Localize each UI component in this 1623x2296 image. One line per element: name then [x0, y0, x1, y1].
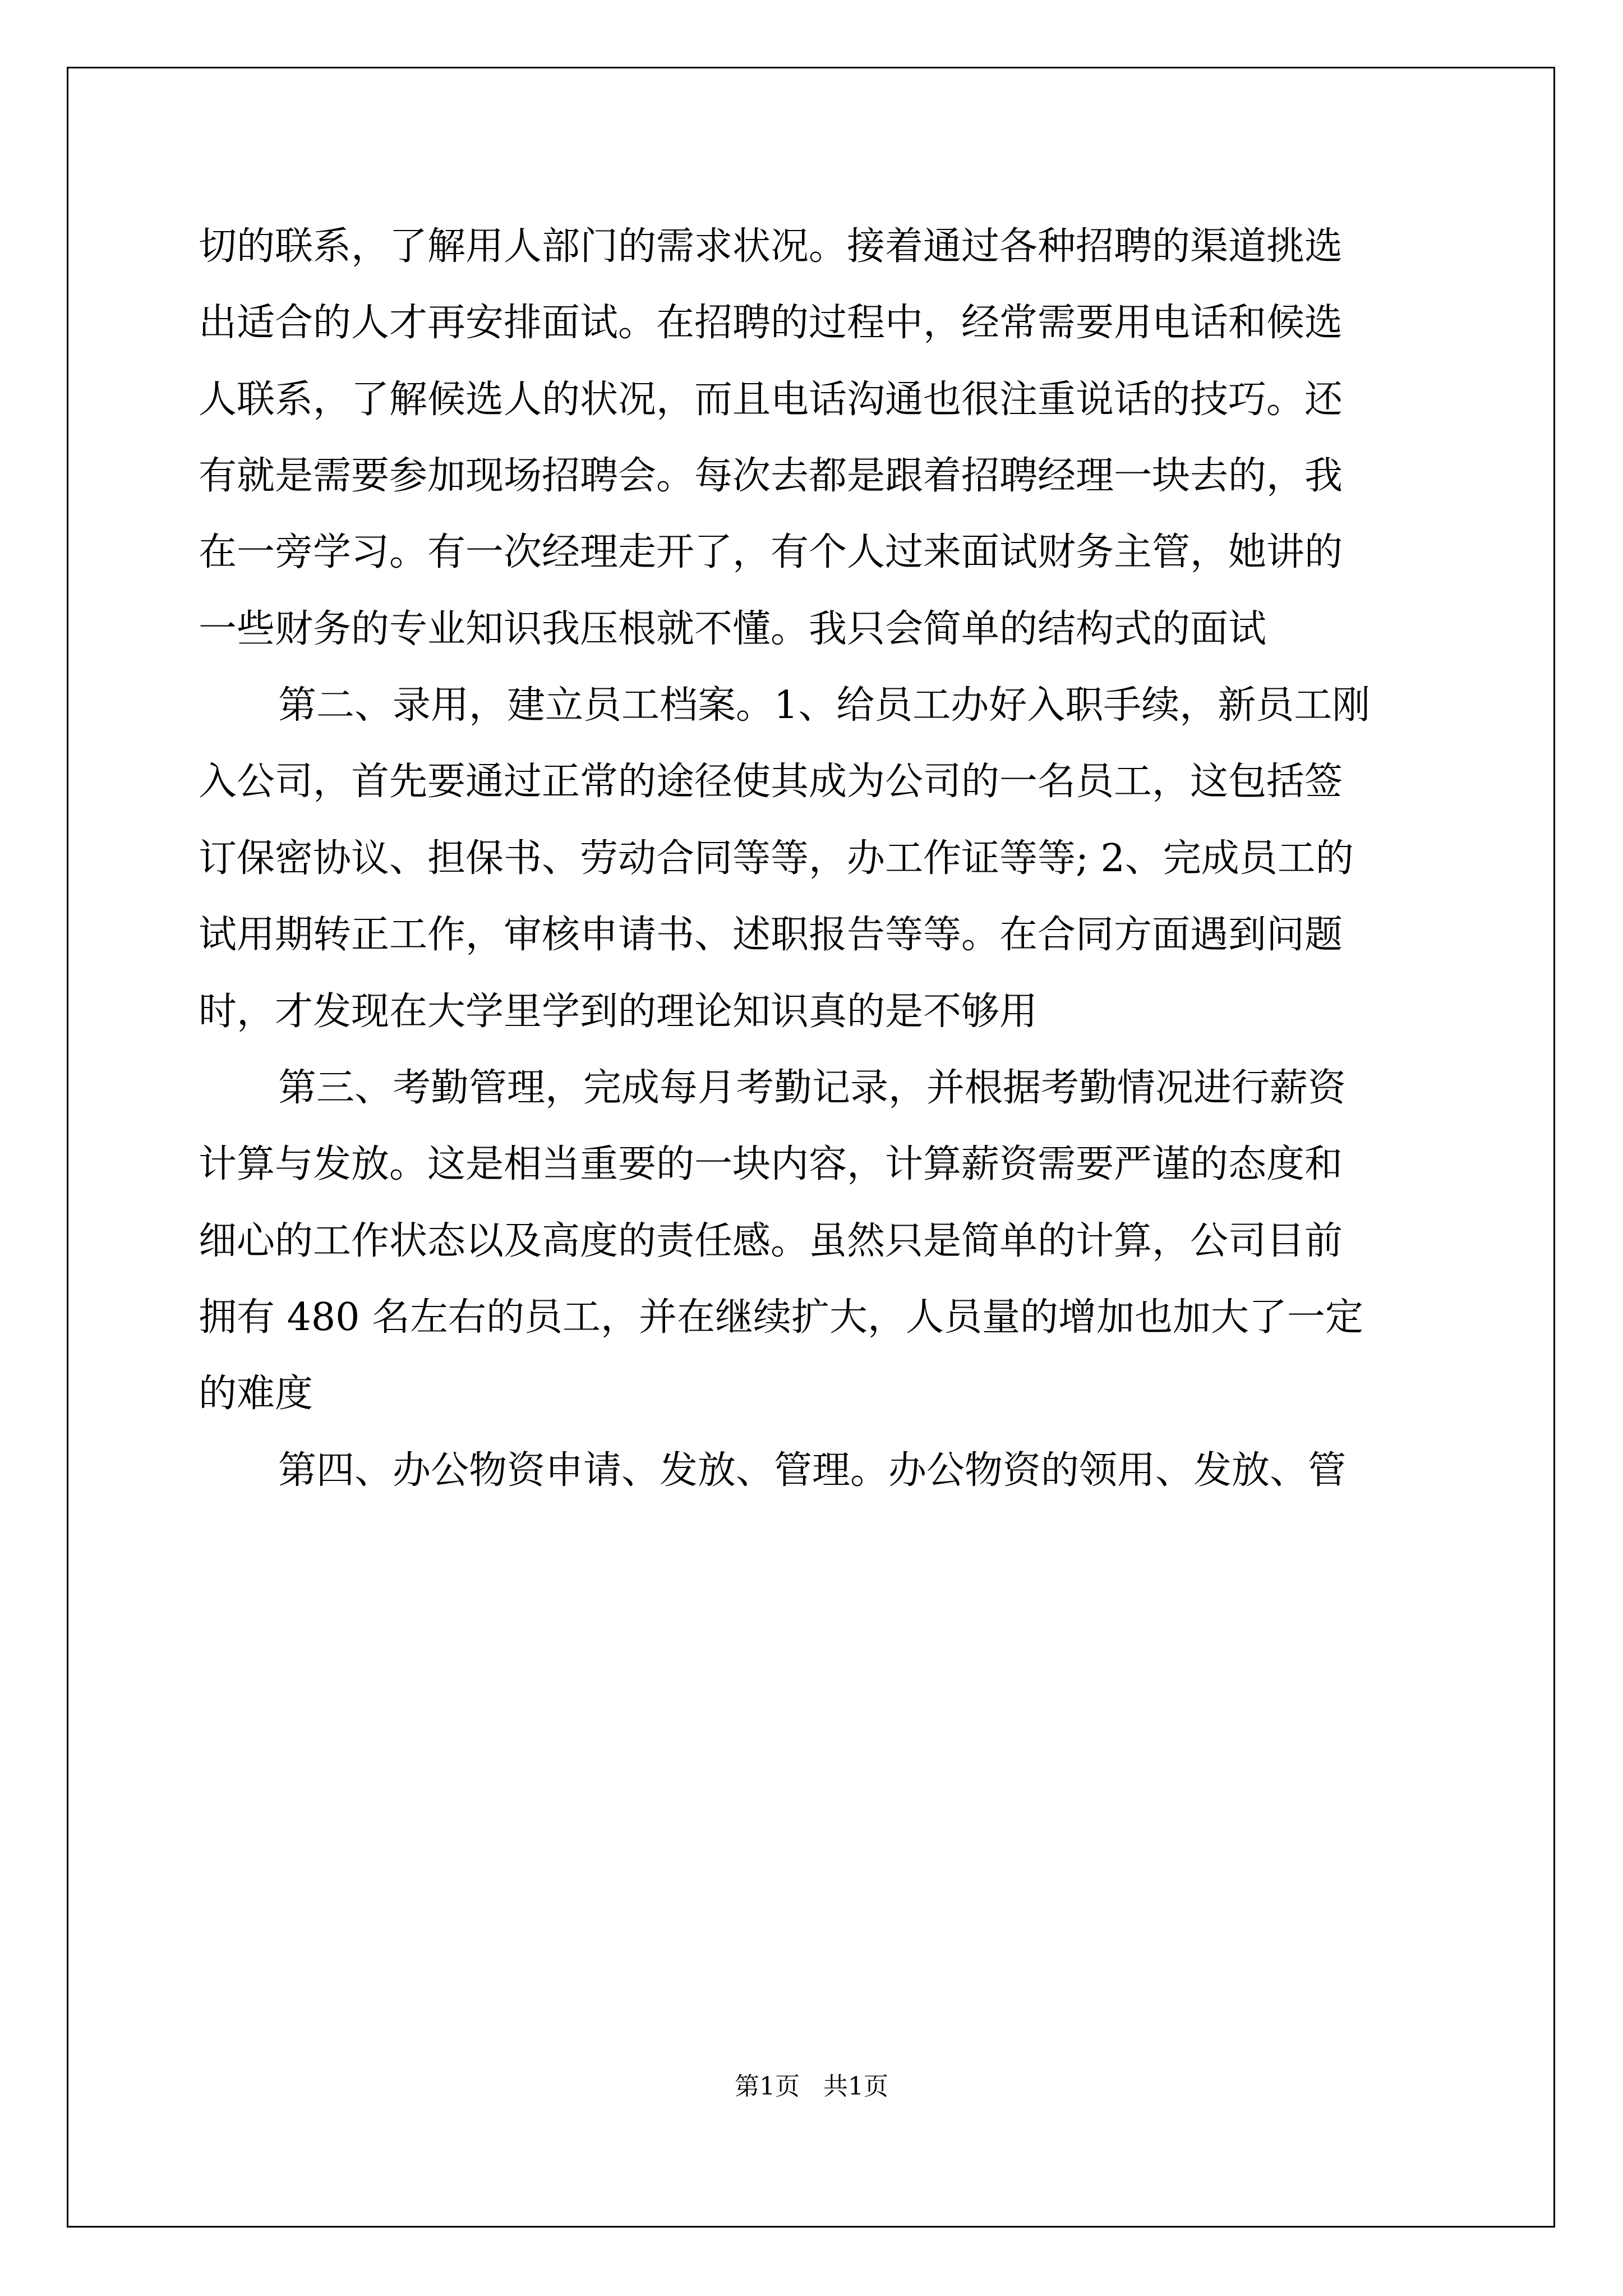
body-line: 切的联系，了解用人部门的需求状况。接着通过各种招聘的渠道挑选: [199, 224, 1343, 269]
body-line: 计算与发放。这是相当重要的一块内容，计算薪资需要严谨的态度和: [199, 1142, 1343, 1186]
body-line: 拥有 480 名左右的员工，并在继续扩大，人员量的增加也加大了一定: [199, 1295, 1364, 1340]
page-number-footer: 第1页 共1页: [735, 2072, 888, 2101]
body-line: 入公司，首先要通过正常的途径使其成为公司的一名员工，这包括签: [199, 760, 1343, 804]
paragraph-start-line: 第四、办公物资申请、发放、管理。办公物资的领用、发放、管: [278, 1448, 1347, 1493]
body-line: 一些财务的专业知识我压根就不懂。我只会简单的结构式的面试: [199, 607, 1267, 651]
body-line: 订保密协议、担保书、劳动合同等等，办工作证等等; 2、完成员工的: [199, 836, 1354, 881]
paragraph-start-line: 第二、录用，建立员工档案。1、给员工办好入职手续，新员工刚: [278, 683, 1371, 728]
body-line: 在一旁学习。有一次经理走开了，有个人过来面试财务主管，她讲的: [199, 530, 1343, 574]
body-line: 细心的工作状态以及高度的责任感。虽然只是简单的计算，公司目前: [199, 1219, 1343, 1263]
body-line: 有就是需要参加现场招聘会。每次去都是跟着招聘经理一块去的，我: [199, 454, 1343, 498]
body-line: 时，才发现在大学里学到的理论知识真的是不够用: [199, 990, 1038, 1034]
body-line: 试用期转正工作，审核申请书、述职报告等等。在合同方面遇到问题: [199, 913, 1343, 957]
body-line: 的难度: [199, 1372, 313, 1416]
body-line: 人联系，了解候选人的状况，而且电话沟通也很注重说话的技巧。还: [199, 378, 1343, 422]
paragraph-start-line: 第三、考勤管理，完成每月考勤记录，并根据考勤情况进行薪资: [278, 1066, 1347, 1110]
body-line: 出适合的人才再安排面试。在招聘的过程中，经常需要用电话和候选: [199, 301, 1343, 345]
